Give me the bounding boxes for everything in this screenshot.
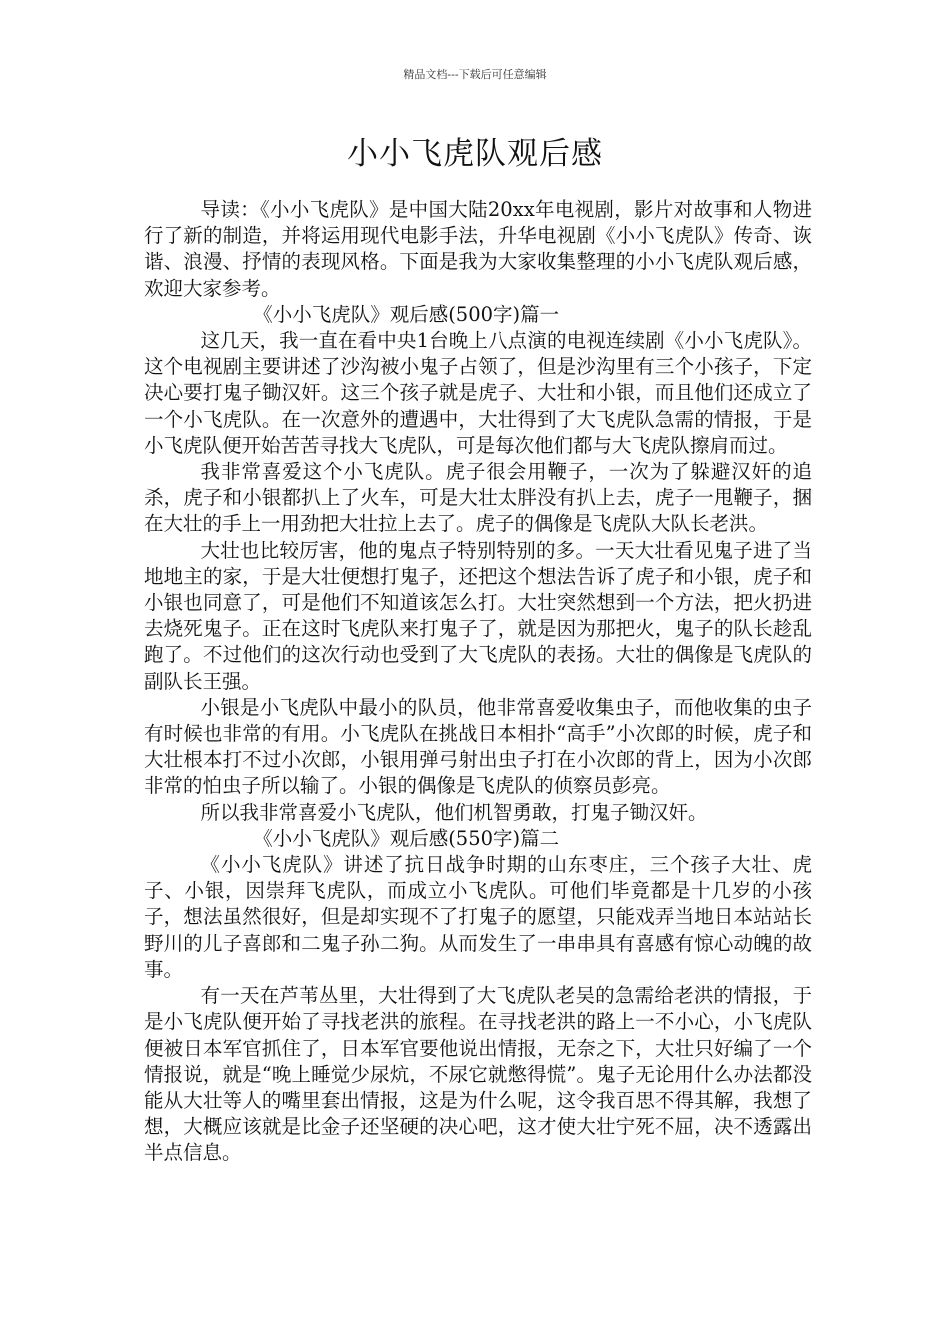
intro-paragraph: 导读：《小小飞虎队》是中国大陆20xx年电视剧，影片对故事和人物进行了新的制造，并将运用现代电影手法，升华电视剧《小小飞虎队》传奇、诙谐、浪漫、抒情的表现风格。下面是我为大家收集整理的小小飞虎队观后感，欢迎大家参考。 — [144, 198, 812, 300]
document-body — [144, 197, 812, 1167]
section-heading-1: 《小小飞虎队》观后感(500字)篇一 — [253, 302, 560, 326]
header-note: 精品文档---下载后可任意编辑 — [403, 68, 547, 81]
section-heading-2: 《小小飞虎队》观后感(550字)篇二 — [253, 826, 560, 850]
body-paragraph: 《小小飞虎队》讲述了抗日战争时期的山东枣庄，三个孩子大壮、虎子、小银，因崇拜飞虎队，而成立小飞虎队。可他们毕竟都是十几岁的小孩子，想法虽然很好，但是却实现不了打鬼子的愿望，只能戏弄当地日本站站长野川的儿子喜郎和二鬼子孙二狗。从而发生了一串串具有喜感有惊心动魄的故事。 — [144, 853, 812, 981]
body-paragraph: 我非常喜爱这个小飞虎队。虎子很会用鞭子，一次为了躲避汉奸的追杀，虎子和小银都扒上了火车，可是大壮太胖没有扒上去，虎子一甩鞭子，捆在大壮的手上一用劲把大壮拉上去了。虎子的偶像是飞虎队大队长老洪。 — [144, 460, 812, 536]
body-paragraph: 有一天在芦苇丛里，大壮得到了大飞虎队老吴的急需给老洪的情报，于是小飞虎队便开始了寻找老洪的旅程。在寻找老洪的路上一不小心，小飞虎队便被日本军官抓住了，日本军官要他说出情报，无奈之下，大壮只好编了一个情报说，就是“晚上睡觉少尿炕，不尿它就憋得慌”。鬼子无论用什么办法都没能从大壮等人的嘴里套出情报，这是为什么呢，这令我百思不得其解，我想了想，大概应该就是比金子还坚硬的决心吧，这才使大壮宁死不屈，决不透露出半点信息。 — [144, 984, 812, 1165]
document-title: 小小飞虎队观后感 — [347, 136, 603, 172]
body-paragraph: 大壮也比较厉害，他的鬼点子特别特别的多。一天大壮看见鬼子进了当地地主的家，于是大壮便想打鬼子，还把这个想法告诉了虎子和小银，虎子和小银也同意了，可是他们不知道该怎么打。大壮突然想到一个方法，把火扔进去烧死鬼子。正在这时飞虎队来打鬼子了，就是因为那把火，鬼子的队长趁乱跑了。不过他们的这次行动也受到了大飞虎队的表扬。大壮的偶像是飞虎队的副队长王强。 — [144, 538, 812, 693]
body-paragraph: 所以我非常喜爱小飞虎队，他们机智勇敢，打鬼子锄汉奸。 — [200, 800, 708, 824]
body-paragraph: 小银是小飞虎队中最小的队员，他非常喜爱收集虫子，而他收集的虫子有时候也非常的有用。小飞虎队在挑战日本相扑“高手”小次郎的时候，虎子和大壮根本打不过小次郎，小银用弹弓射出虫子打在小次郎的背上，因为小次郎非常的怕虫子所以输了。小银的偶像是飞虎队的侦察员彭亮。 — [144, 695, 812, 798]
body-paragraph: 这几天，我一直在看中央1台晚上八点演的电视连续剧《小小飞虎队》。这个电视剧主要讲述了沙沟被小鬼子占领了，但是沙沟里有三个小孩子，下定决心要打鬼子锄汉奸。这三个孩子就是虎子、大壮和小银，而且他们还成立了一个小飞虎队。在一次意外的遭遇中，大壮得到了大飞虎队急需的情报，于是小飞虎队便开始苦苦寻找大飞虎队，可是每次他们都与大飞虎队擦肩而过。 — [144, 329, 812, 457]
